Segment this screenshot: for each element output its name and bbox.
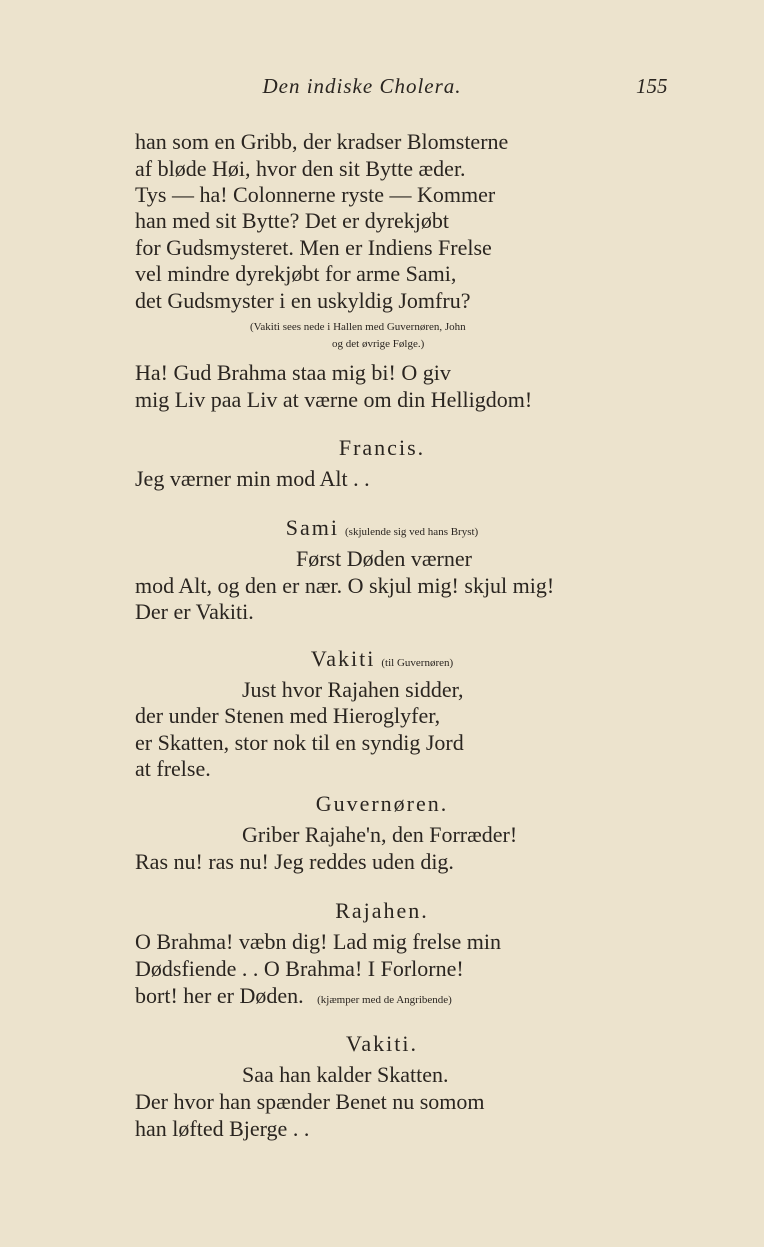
verse-line: O Brahma! væbn dig! Lad mig frelse min bbox=[135, 929, 501, 954]
verse-line: mod Alt, og den er nær. O skjul mig! skjul mig! bbox=[135, 573, 555, 598]
verse-line: Først Døden værner bbox=[296, 546, 472, 571]
speaker-name: Sami bbox=[285, 515, 340, 540]
verse-line: at frelse. bbox=[135, 756, 211, 781]
verse-line: Saa han kalder Skatten. bbox=[242, 1062, 449, 1087]
speaker-name: Guvernøren. bbox=[315, 791, 449, 816]
speaker-name: Francis. bbox=[338, 435, 426, 460]
verse-line: han med sit Bytte? Det er dyrekjøbt bbox=[135, 208, 450, 233]
speaker-line bbox=[0, 515, 764, 545]
verse-line: Ha! Gud Brahma staa mig bi! O giv bbox=[135, 360, 451, 385]
verse-line: Jeg værner min mod Alt . . bbox=[135, 466, 370, 491]
verse-line: han løfted Bjerge . . bbox=[135, 1116, 310, 1141]
verse-line: han som en Gribb, der kradser Blomsterne bbox=[135, 129, 509, 154]
stage-direction: (til Guvernøren) bbox=[381, 657, 454, 669]
verse-line: Der hvor han spænder Benet nu somom bbox=[135, 1089, 485, 1114]
verse-line: Ras nu! ras nu! Jeg reddes uden dig. bbox=[135, 849, 454, 874]
verse-line: for Gudsmysteret. Men er Indiens Frelse bbox=[135, 235, 492, 260]
stage-direction: og det øvrige Følge.) bbox=[332, 338, 425, 350]
verse-text: bort! her er Døden. bbox=[135, 983, 304, 1008]
verse-line: Der er Vakiti. bbox=[135, 599, 254, 624]
verse-line: Dødsfiende . . O Brahma! I Forlorne! bbox=[135, 956, 464, 981]
verse-line: Griber Rajahe'n, den Forræder! bbox=[242, 822, 518, 847]
stage-direction: (skjulende sig ved hans Bryst) bbox=[345, 526, 479, 538]
speaker-name: Vakiti bbox=[310, 646, 376, 671]
running-header: Den indiske Cholera. bbox=[262, 74, 462, 98]
verse-line: Just hvor Rajahen sidder, bbox=[242, 677, 464, 702]
verse-line: Tys — ha! Colonnerne ryste — Kommer bbox=[135, 182, 496, 207]
speaker-line bbox=[0, 646, 764, 676]
speaker-name: Vakiti. bbox=[345, 1031, 419, 1056]
verse-line: vel mindre dyrekjøbt for arme Sami, bbox=[135, 261, 457, 286]
verse-line: er Skatten, stor nok til en syndig Jord bbox=[135, 730, 464, 755]
speaker-name: Rajahen. bbox=[335, 898, 429, 923]
verse-line: af bløde Høi, hvor den sit Bytte æder. bbox=[135, 156, 466, 181]
page-number: 155 bbox=[636, 74, 668, 98]
verse-line bbox=[135, 983, 452, 1009]
verse-line: der under Stenen med Hieroglyfer, bbox=[135, 703, 441, 728]
verse-line: det Gudsmyster i en uskyldig Jomfru? bbox=[135, 288, 471, 313]
stage-direction: (Vakiti sees nede i Hallen med Guvernøren, John bbox=[250, 321, 466, 333]
stage-direction: (kjæmper med de Angribende) bbox=[317, 994, 452, 1006]
verse-line: mig Liv paa Liv at værne om din Helligdom! bbox=[135, 387, 533, 412]
